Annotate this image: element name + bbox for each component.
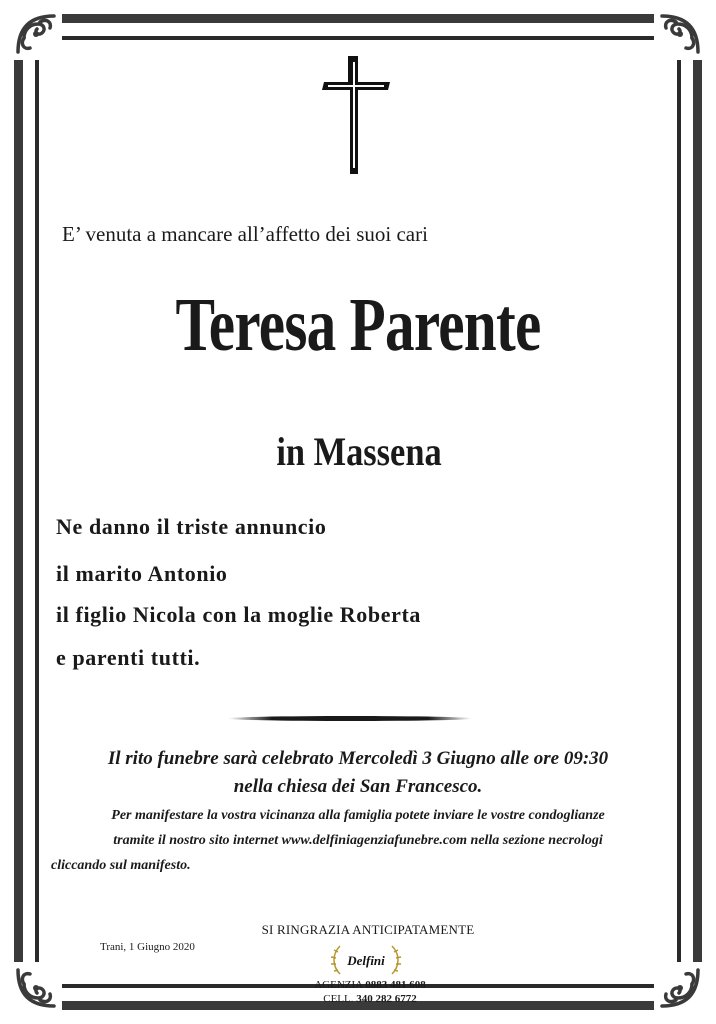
place-date: Trani, 1 Giugno 2020 xyxy=(100,941,195,953)
cross-icon xyxy=(322,56,392,176)
condolence-note: Per manifestare la vostra vicinanza alla famiglia potete inviare le vostre condoglianze xyxy=(111,808,605,823)
mourner-line: Ne danno il triste annuncio xyxy=(56,514,327,539)
funeral-details: Il rito funebre sarà celebrato Mercoledì 3 Giugno alle ore 09:30 xyxy=(107,748,609,769)
divider xyxy=(228,716,472,721)
intro-text: E’ venuta a mancare all’affetto dei suoi cari xyxy=(62,222,428,246)
married-name: in Massena xyxy=(276,429,442,474)
funeral-location: nella chiesa dei San Francesco. xyxy=(233,776,483,797)
corner-ornament-icon xyxy=(654,962,706,1014)
corner-ornament-icon xyxy=(654,8,706,60)
corner-ornament-icon xyxy=(10,962,62,1014)
mourner-line: il figlio Nicola con la moglie Roberta xyxy=(56,602,421,627)
corner-ornament-icon xyxy=(10,8,62,60)
agency-cell: CELL. 340 282 6772 xyxy=(323,993,417,1005)
agency-logo xyxy=(328,940,404,980)
agency-phone: AGENZIA 0883 481 608 xyxy=(314,979,426,991)
condolence-note: cliccando sul manifesto. xyxy=(51,858,191,873)
logo-text: Delfini xyxy=(347,953,385,968)
mourner-line: il marito Antonio xyxy=(56,561,228,586)
condolence-note: tramite il nostro sito internet www.delfiniagenziafunebre.com nella sezione necrologi xyxy=(113,833,603,848)
deceased-name: Teresa Parente xyxy=(175,283,541,367)
thanks-text: SI RINGRAZIA ANTICIPATAMENTE xyxy=(261,922,475,937)
mourner-line: e parenti tutti. xyxy=(56,645,201,670)
